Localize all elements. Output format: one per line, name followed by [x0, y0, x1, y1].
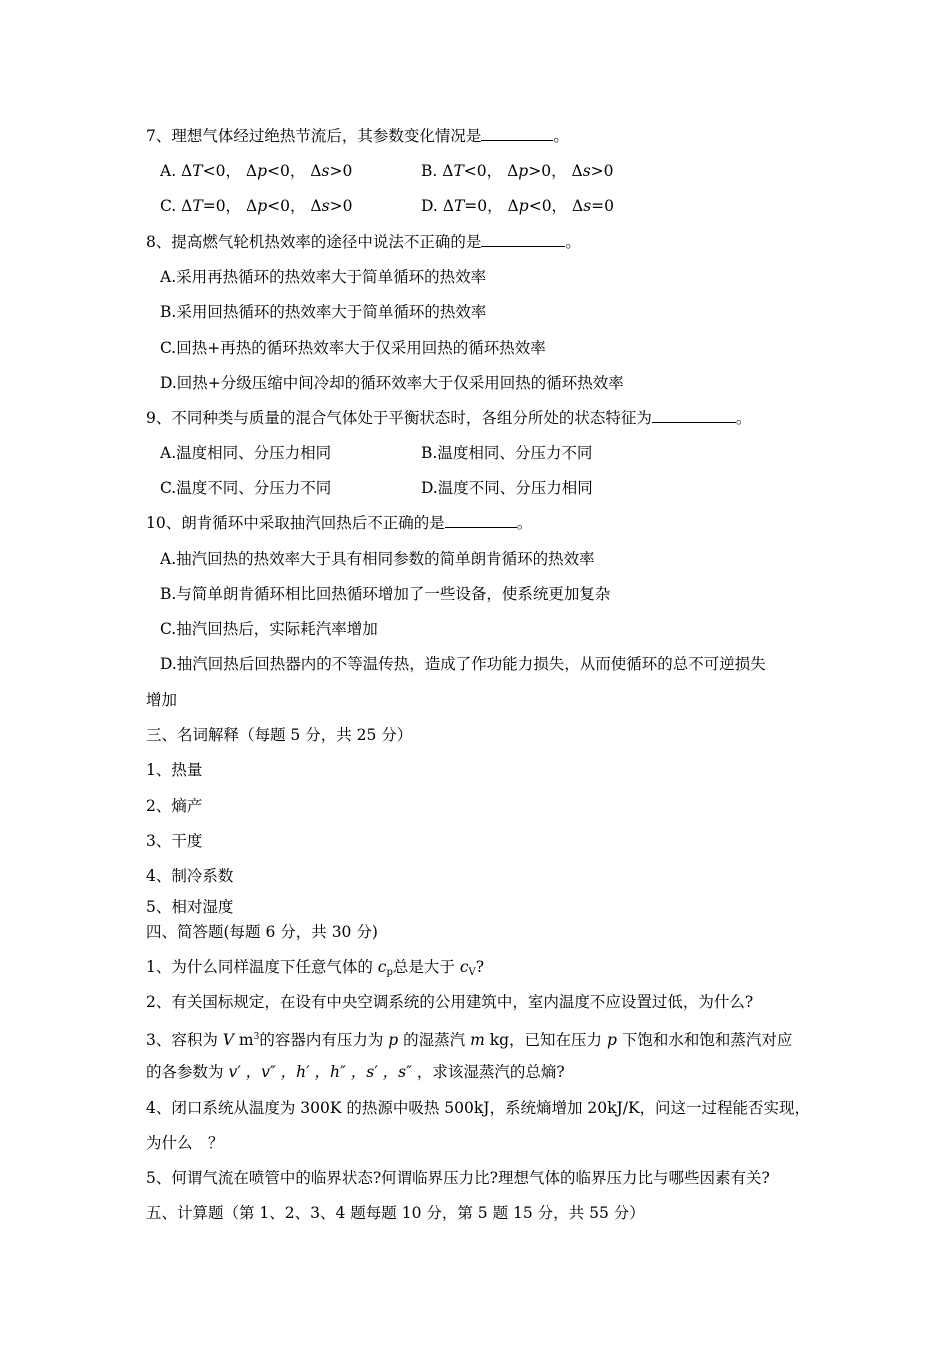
q9-option-a: A.温度相同、分压力相同 [160, 444, 332, 462]
q8-option-c: C.回热+再热的循环热效率大于仅采用回热的循环热效率 [160, 339, 546, 357]
q7-option-c: C. ΔT=0， Δp<0， Δs>0 [160, 197, 353, 215]
q9-option-c: C.温度不同、分压力不同 [160, 479, 332, 497]
section4-title: 四、简答题(每题 6 分，共 30 分) [146, 923, 378, 941]
q9-option-b: B.温度相同、分压力不同 [421, 444, 593, 462]
section4-q3-cont: 的各参数为 v′ ，v″ ，h′ ，h″ ，s′ ，s″ ，求该湿蒸汽的总熵? [146, 1063, 565, 1081]
q7-option-b: B. ΔT<0， Δp>0， Δs>0 [421, 162, 614, 180]
q10-stem: 10、朗肯循环中采取抽汽回热后不正确的是 。 [146, 514, 533, 532]
section4-q3: 3、容积为 V $m^3$的容器内有压力为 p 的湿蒸汽 m kg，已知在压力 p 下饱和水和饱和蒸汽对应 [146, 1031, 793, 1049]
section3-title: 三、名词解释（每题 5 分，共 25 分） [146, 726, 413, 744]
q10-option-d: D.抽汽回热后回热器内的不等温传热，造成了作功能力损失，从而使循环的总不可逆损失 [160, 655, 766, 673]
q8-option-d: D.回热+分级压缩中间冷却的循环效率大于仅采用回热的循环热效率 [160, 374, 624, 392]
section3-item: 3、干度 [146, 832, 203, 850]
q10-option-c: C.抽汽回热后，实际耗汽率增加 [160, 620, 378, 638]
section5-title: 五、计算题（第 1、2、3、4 题每题 10 分，第 5 题 15 分，共 55 分） [146, 1204, 645, 1222]
section4-q4-cont: 为什么 ？ [146, 1134, 224, 1152]
q8-option-b: B.采用回热循环的热效率大于简单循环的热效率 [160, 303, 487, 321]
answer-blank [481, 126, 553, 141]
q9-option-d: D.温度不同、分压力相同 [421, 479, 593, 497]
answer-blank [652, 408, 736, 423]
section3-item: 4、制冷系数 [146, 867, 234, 885]
section3-item: 1、热量 [146, 761, 203, 779]
answer-blank [481, 232, 565, 247]
q10-option-d-cont: 增加 [146, 691, 178, 709]
q8-stem: 8、提高燃气轮机热效率的途径中说法不正确的是 。 [146, 233, 581, 251]
q10-option-a: A.抽汽回热的热效率大于具有相同参数的简单朗肯循环的热效率 [160, 550, 595, 568]
q9-stem: 9、不同种类与质量的混合气体处于平衡状态时，各组分所处的状态特征为 。 [146, 409, 752, 427]
q7-option-d: D. ΔT=0， Δp<0， Δs=0 [421, 197, 615, 215]
section4-q5: 5、何谓气流在喷管中的临界状态?何谓临界压力比?理想气体的临界压力比与哪些因素有关? [146, 1169, 770, 1187]
section4-q2: 2、有关国标规定，在设有中央空调系统的公用建筑中，室内温度不应设置过低，为什么? [146, 993, 754, 1011]
section3-item: 5、相对湿度 [146, 898, 234, 916]
q8-option-a: A.采用再热循环的热效率大于简单循环的热效率 [160, 268, 487, 286]
section3-item: 2、熵产 [146, 797, 203, 815]
q10-option-b: B.与简单朗肯循环相比回热循环增加了一些设备，使系统更加复杂 [160, 585, 611, 603]
answer-blank [445, 513, 517, 528]
section4-q4: 4、闭口系统从温度为 300K 的热源中吸热 500kJ，系统熵增加 20kJ/K，问这一过程能否实现， [146, 1099, 811, 1117]
q7-option-a: A. ΔT<0， Δp<0， Δs>0 [160, 162, 353, 180]
section4-q1: 1、为什么同样温度下任意气体的 $c_p$总是大于 $c_V$? [146, 958, 485, 978]
q7-stem: 7、理想气体经过绝热节流后，其参数变化情况是 。 [146, 127, 569, 145]
